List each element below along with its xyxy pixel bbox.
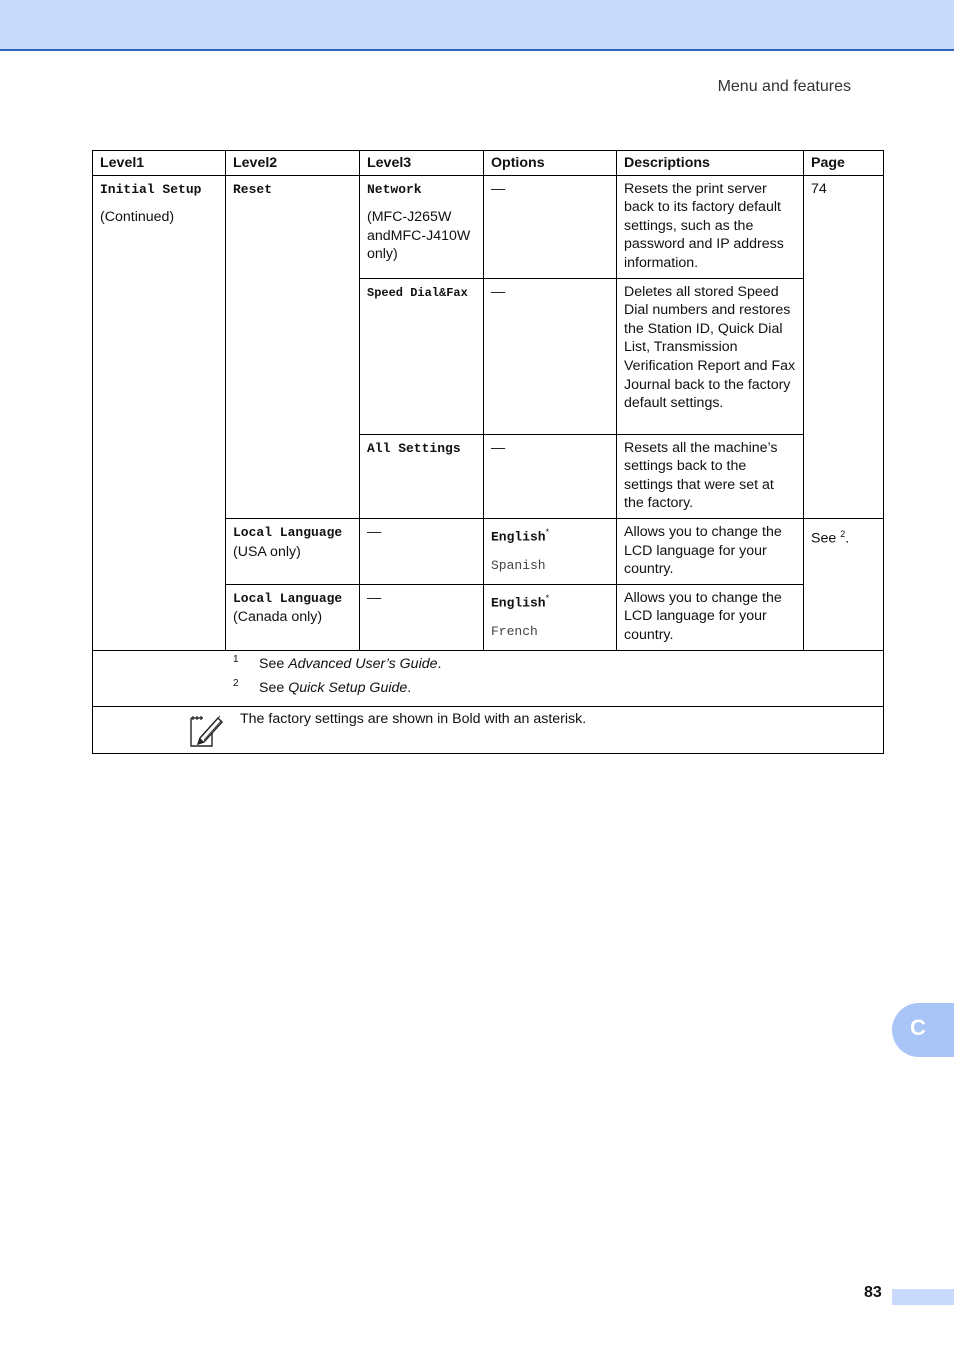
level2-cell xyxy=(226,175,360,518)
level1-name: Initial Setup xyxy=(100,181,202,197)
note-cell xyxy=(93,706,884,753)
level2-note: (USA only) xyxy=(233,543,301,560)
guide-title: Quick Setup Guide xyxy=(288,679,408,696)
level3-cell: — xyxy=(360,518,484,584)
column-header: Options xyxy=(484,151,617,176)
page-suffix: . xyxy=(845,530,850,547)
level3-cell xyxy=(360,434,484,518)
column-header: Level2 xyxy=(226,151,360,176)
level2-name: Local Language xyxy=(233,590,343,606)
options-cell xyxy=(484,518,617,584)
footnote-text: See Quick Setup Guide. xyxy=(259,679,412,696)
default-marker: * xyxy=(545,592,550,603)
footnote xyxy=(233,679,876,697)
level3-cell: — xyxy=(360,584,484,650)
option-other: French xyxy=(491,624,538,640)
level3-cell xyxy=(360,175,484,278)
level2-name: Reset xyxy=(233,181,273,197)
level3-cell xyxy=(360,278,484,434)
default-marker: * xyxy=(545,526,550,537)
note-row xyxy=(93,706,884,753)
level3-name: Network xyxy=(367,181,422,197)
page-cell: 74 xyxy=(804,175,884,518)
footer-bar xyxy=(892,1289,954,1305)
column-header: Descriptions xyxy=(617,151,804,176)
level1-cell xyxy=(93,175,226,650)
header-title: Menu and features xyxy=(717,78,851,95)
menu-table xyxy=(92,150,884,754)
level3-note: (MFC-J265W andMFC-J410W only) xyxy=(367,209,471,263)
footnotes-cell xyxy=(93,650,884,706)
note-pencil-icon xyxy=(188,712,224,748)
description-cell: Deletes all stored Speed Dial numbers and restores the Station ID, Quick Dial List, Transmission Verification Report and Fax Journal back to the factory default settings. xyxy=(617,278,804,434)
chapter-letter: C xyxy=(910,1015,926,1040)
footnotes-row xyxy=(93,650,884,706)
description-cell: Allows you to change the LCD language for your country. xyxy=(617,584,804,650)
chapter-tab xyxy=(892,1003,954,1057)
level2-cell xyxy=(226,584,360,650)
level2-note: (Canada only) xyxy=(233,609,323,626)
footnote-text: See Advanced User’s Guide. xyxy=(259,655,442,672)
footnote xyxy=(233,655,876,673)
level3-name: Speed Dial&Fax xyxy=(367,285,468,300)
column-header: Level3 xyxy=(360,151,484,176)
options-cell: — xyxy=(484,434,617,518)
level2-name: Local Language xyxy=(233,524,343,540)
page-number: 83 xyxy=(864,1284,882,1301)
header-band xyxy=(0,0,954,51)
description-cell: Resets all the machine’s settings back to the settings that were set at the factory. xyxy=(617,434,804,518)
level3-name: All Settings xyxy=(367,440,461,456)
guide-title: Advanced User’s Guide xyxy=(288,655,438,672)
page-prefix: See xyxy=(811,530,837,547)
option-other: Spanish xyxy=(491,558,546,574)
table-header-row xyxy=(93,151,884,176)
page-cell xyxy=(804,518,884,650)
column-header: Page xyxy=(804,151,884,176)
description-cell: Resets the print server back to its factory default settings, such as the password and IP address information. xyxy=(617,175,804,278)
column-header: Level1 xyxy=(93,151,226,176)
table-row xyxy=(93,175,884,278)
footnote-number: 2 xyxy=(233,677,239,689)
options-cell: — xyxy=(484,175,617,278)
note-text: The factory settings are shown in Bold with an asterisk. xyxy=(240,710,587,727)
level2-cell xyxy=(226,518,360,584)
footnote-ref: 2 xyxy=(840,528,846,539)
level1-note: (Continued) xyxy=(100,209,175,226)
options-cell xyxy=(484,584,617,650)
options-cell: — xyxy=(484,278,617,434)
option-default: English xyxy=(491,529,546,545)
description-cell: Allows you to change the LCD language for your country. xyxy=(617,518,804,584)
option-default: English xyxy=(491,595,546,611)
footnote-number: 1 xyxy=(233,653,239,665)
